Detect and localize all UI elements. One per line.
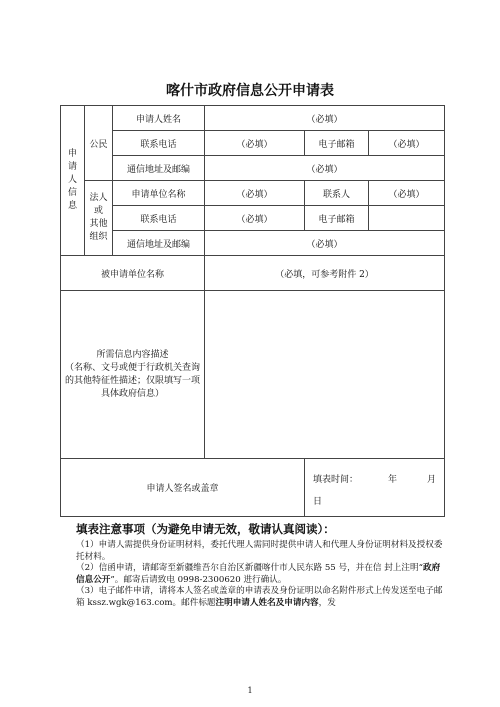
target-unit-field[interactable]: （必填，可参考附件 2） bbox=[205, 256, 445, 291]
notes-heading: 填表注意事项（为避免申请无效，敬请认真阅读）： bbox=[76, 522, 335, 536]
org-phone-field[interactable]: （必填） bbox=[205, 206, 305, 231]
note-2-text-a: （2）信函申请，请邮寄至新疆维吾尔自治区新疆喀什市人民东路 55 号，并在信 封上注明“ bbox=[76, 563, 423, 574]
citizen-email-label: 电子邮箱 bbox=[305, 131, 369, 156]
org-address-label: 通信地址及邮编 bbox=[113, 231, 205, 256]
org-address-field[interactable]: （必填） bbox=[205, 231, 445, 256]
citizen-address-label: 通信地址及邮编 bbox=[113, 156, 205, 181]
date-year: 年 bbox=[387, 475, 397, 485]
applicant-info-group-label bbox=[61, 106, 85, 256]
description-label: 所需信息内容描述 bbox=[96, 349, 169, 360]
notes-list bbox=[76, 540, 448, 610]
org-vertical-text: 法人 或 其他 组织 bbox=[89, 193, 108, 242]
note-2-text-b: ”。邮寄后请致电 0998-2300620 进行确认。 bbox=[110, 574, 287, 585]
org-unit-field[interactable]: （必填） bbox=[205, 181, 305, 206]
citizen-label: 公民 bbox=[85, 106, 113, 181]
citizen-name-field[interactable]: （必填） bbox=[205, 106, 445, 131]
date-day: 日 bbox=[313, 497, 323, 507]
org-label bbox=[85, 181, 113, 256]
applicant-info-vertical-text: 申 请 人 信 息 bbox=[67, 149, 77, 211]
target-unit-label: 被申请单位名称 bbox=[61, 256, 205, 291]
description-field[interactable] bbox=[205, 291, 445, 459]
org-contact-label: 联系人 bbox=[305, 181, 369, 206]
note-item-1: （1）申请人需提供身份证明材料，委托代理人需同时提供申请人和代理人身份证明材料及授权委托材料。 bbox=[76, 540, 443, 562]
note-2-bold: 政府信息公开 bbox=[76, 563, 441, 585]
page-number: 1 bbox=[247, 686, 253, 695]
description-label-cell bbox=[61, 291, 205, 459]
citizen-phone-label: 联系电话 bbox=[113, 131, 205, 156]
application-form-table bbox=[60, 105, 445, 517]
note-3-bold: 注明申请人姓名及申请内容 bbox=[215, 597, 319, 608]
note-item-3 bbox=[76, 586, 448, 609]
citizen-name-label: 申请人姓名 bbox=[113, 106, 205, 131]
page-title: 喀什市政府信息公开申请表 bbox=[166, 83, 334, 99]
note-3-text-a: （3）电子邮件申请，请将本人签名或盖章的申请表及身份证明以命名附件形式上传发送至电子邮箱 kssz.wgk@163.com。邮件标题 bbox=[76, 586, 443, 608]
org-email-field[interactable] bbox=[369, 206, 445, 231]
date-label: 填表时间： bbox=[313, 475, 359, 485]
citizen-address-field[interactable]: （必填） bbox=[205, 156, 445, 181]
signature-label: 申请人签名或盖章 bbox=[61, 459, 305, 517]
org-contact-field[interactable]: （必填） bbox=[369, 181, 445, 206]
citizen-phone-field[interactable]: （必填） bbox=[205, 131, 305, 156]
org-unit-label: 申请单位名称 bbox=[113, 181, 205, 206]
signature-date-cell[interactable] bbox=[305, 459, 445, 517]
org-phone-label: 联系电话 bbox=[113, 206, 205, 231]
note-item-2 bbox=[76, 563, 448, 586]
org-email-label: 电子邮箱 bbox=[305, 206, 369, 231]
note-3-text-b: ，发 bbox=[318, 597, 336, 608]
date-month: 月 bbox=[426, 475, 436, 485]
citizen-email-field[interactable]: （必填） bbox=[369, 131, 445, 156]
description-hint: （名称、文号或便于行政机关查询的其他特征性描述；仅限填写一项具体政府信息） bbox=[64, 362, 200, 399]
